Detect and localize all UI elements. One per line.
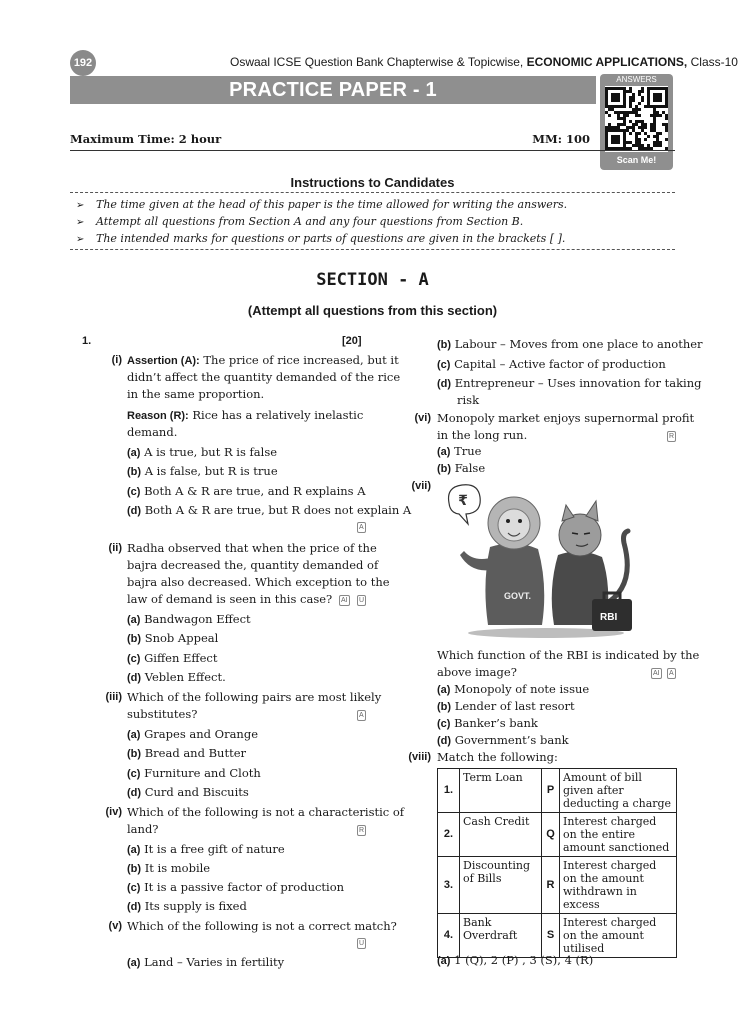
question-number: 1. [82, 335, 92, 347]
section-title: SECTION - A [316, 270, 429, 290]
question-text: Radha observed that when the price of the [127, 541, 377, 555]
divider [70, 150, 675, 151]
option[interactable]: (b) False [437, 461, 486, 475]
skill-tag-icon: A [359, 524, 364, 531]
column-a-cell: Bank Overdraft [460, 914, 542, 958]
column-b-cell: Interest charged on the entire amount sanctioned [560, 813, 677, 857]
question-text: Which of the following is not a correct match? [127, 919, 397, 933]
option[interactable]: (a) A is true, but R is false [127, 445, 278, 459]
subq-number: (iii) [105, 691, 122, 703]
book-title-class: Class-10 [690, 55, 738, 69]
book-title-subject: ECONOMIC APPLICATIONS, [526, 55, 688, 69]
option[interactable]: (b) Lender of last resort [437, 699, 575, 713]
instruction-item: ➢ The intended marks for questions or parts of questions are given in the brackets [ ]. [76, 230, 666, 247]
instructions-list [76, 196, 666, 247]
table-row [438, 857, 677, 914]
question-text: land? [127, 822, 159, 836]
column-a-cell: Term Loan [460, 769, 542, 813]
option[interactable]: (a) Bandwagon Effect [127, 612, 251, 626]
qr-code-icon[interactable] [605, 86, 668, 152]
table-row [438, 914, 677, 958]
assertion-line: didn’t affect the quantity demanded of the rice [127, 370, 401, 384]
option[interactable]: (b) Labour – Moves from one place to another [437, 337, 703, 351]
subq-number: (vi) [414, 412, 431, 424]
govt-label: GOVT. [504, 591, 532, 601]
question-marks: [20] [342, 335, 362, 347]
instruction-item: ➢ Attempt all questions from Section A and any four questions from Section B. [76, 213, 666, 230]
option[interactable]: (c) Giffen Effect [127, 651, 218, 665]
subq-number: (v) [108, 920, 122, 932]
max-time: Maximum Time: 2 hour [70, 132, 222, 146]
column-b-cell: Amount of bill given after deducting a charge [560, 769, 677, 813]
row-number: 2. [438, 813, 460, 857]
option[interactable]: (b) Snob Appeal [127, 631, 219, 645]
match-table [437, 768, 677, 958]
subq-number: (i) [111, 354, 122, 366]
question-text: Which function of the RBI is indicated by the [437, 648, 700, 662]
row-number: 4. [438, 914, 460, 958]
answers-qr-panel[interactable] [600, 74, 673, 170]
question-text: above image? [437, 665, 517, 679]
option[interactable]: (a) True [437, 444, 482, 458]
column-a-cell: Cash Credit [460, 813, 542, 857]
subq-number: (iv) [105, 806, 122, 818]
option[interactable]: (b) It is mobile [127, 861, 211, 875]
rbi-govt-cartoon-illustration [446, 483, 646, 639]
column-b-cell: Interest charged on the amount withdrawn in excess [560, 857, 677, 914]
skill-tag-icon: U [359, 940, 365, 947]
row-key: Q [542, 813, 560, 857]
column-b-cell: Interest charged on the amount utilised [560, 914, 677, 958]
question-text: Match the following: [437, 750, 558, 764]
arrow-bullet-icon: ➢ [76, 200, 85, 211]
rbi-label: RBI [600, 612, 618, 623]
question-text: Which of the following pairs are most likely [127, 690, 382, 704]
option[interactable]: (b) A is false, but R is true [127, 464, 278, 478]
question-text: in the long run. [437, 428, 528, 442]
option[interactable]: (d) Its supply is fixed [127, 899, 247, 913]
skill-tag-icon: U [359, 597, 365, 604]
subq-number: (vii) [411, 480, 431, 492]
skill-tag-icon: AI [653, 670, 660, 677]
question-text: bajra also decreased. Which exception to the [127, 575, 390, 589]
option[interactable]: (b) Bread and Butter [127, 746, 247, 760]
option[interactable]: (d) Veblen Effect. [127, 670, 226, 684]
arrow-bullet-icon: ➢ [76, 234, 85, 245]
instruction-item: ➢ The time given at the head of this paper is the time allowed for writing the answers. [76, 196, 666, 213]
dashed-divider [70, 249, 675, 250]
section-subtitle: (Attempt all questions from this section) [247, 303, 498, 318]
option[interactable]: (d) Both A & R are true, but R does not explain A [127, 503, 412, 517]
book-title [230, 55, 738, 69]
skill-tag-icon: A [359, 712, 364, 719]
option[interactable]: (d) Government’s bank [437, 733, 569, 747]
paper-title: PRACTICE PAPER - 1 [70, 76, 596, 104]
arrow-bullet-icon: ➢ [76, 217, 85, 228]
option[interactable]: (d) Entrepreneur – Uses innovation for taking [437, 376, 702, 390]
speech-bubble-symbol: ₹ [458, 493, 468, 509]
option[interactable]: (a) Land – Varies in fertility [127, 955, 285, 969]
option[interactable]: (c) Capital – Active factor of production [437, 357, 666, 371]
skill-tag-icon: R [669, 433, 675, 440]
question-text: substitutes? [127, 707, 198, 721]
table-row [438, 769, 677, 813]
option[interactable]: (a) It is a free gift of nature [127, 842, 285, 856]
page-number: 192 [70, 50, 96, 76]
option[interactable]: (c) Banker’s bank [437, 716, 538, 730]
option[interactable]: (a) Monopoly of note issue [437, 682, 590, 696]
row-number: 1. [438, 769, 460, 813]
option[interactable]: (c) Both A & R are true, and R explains A [127, 484, 366, 498]
max-marks: MM: 100 [532, 132, 590, 146]
assertion-line: in the same proportion. [127, 387, 265, 401]
option[interactable]: (c) It is a passive factor of production [127, 880, 345, 894]
assertion-line: Assertion (A): The price of rice increased, but it [127, 353, 399, 367]
subq-number: (viii) [408, 751, 431, 763]
reason-line: demand. [127, 425, 178, 439]
column-a-cell: Discounting of Bills [460, 857, 542, 914]
question-text: Which of the following is not a characteristic of [127, 805, 405, 819]
option-continuation: risk [457, 393, 480, 407]
instructions-title: Instructions to Candidates [290, 175, 455, 190]
qr-bottom-label: Scan Me! [616, 155, 657, 165]
skill-tag-icon: A [669, 670, 674, 677]
dashed-divider [70, 192, 675, 193]
skill-tag-icon: R [359, 827, 365, 834]
book-title-plain: Oswaal ICSE Question Bank Chapterwise & Topicwise, [230, 55, 524, 69]
skill-tag-icon: AI [341, 597, 348, 604]
row-key: P [542, 769, 560, 813]
question-text: Monopoly market enjoys supernormal profit [437, 411, 695, 425]
row-number: 3. [438, 857, 460, 914]
row-key: S [542, 914, 560, 958]
question-text: law of demand is seen in this case? [127, 592, 333, 606]
reason-line: Reason (R): Rice has a relatively inelastic [127, 408, 364, 422]
row-key: R [542, 857, 560, 914]
qr-top-label: ANSWERS [616, 75, 657, 84]
question-text: bajra decreased the, quantity demanded of [127, 558, 379, 572]
option[interactable]: (c) Furniture and Cloth [127, 766, 261, 780]
option[interactable]: (a) Grapes and Orange [127, 727, 259, 741]
option[interactable]: (d) Curd and Biscuits [127, 785, 249, 799]
table-row [438, 813, 677, 857]
option[interactable]: (a) 1 (Q), 2 (P) , 3 (S), 4 (R) [437, 953, 594, 967]
subq-number: (ii) [108, 542, 122, 554]
